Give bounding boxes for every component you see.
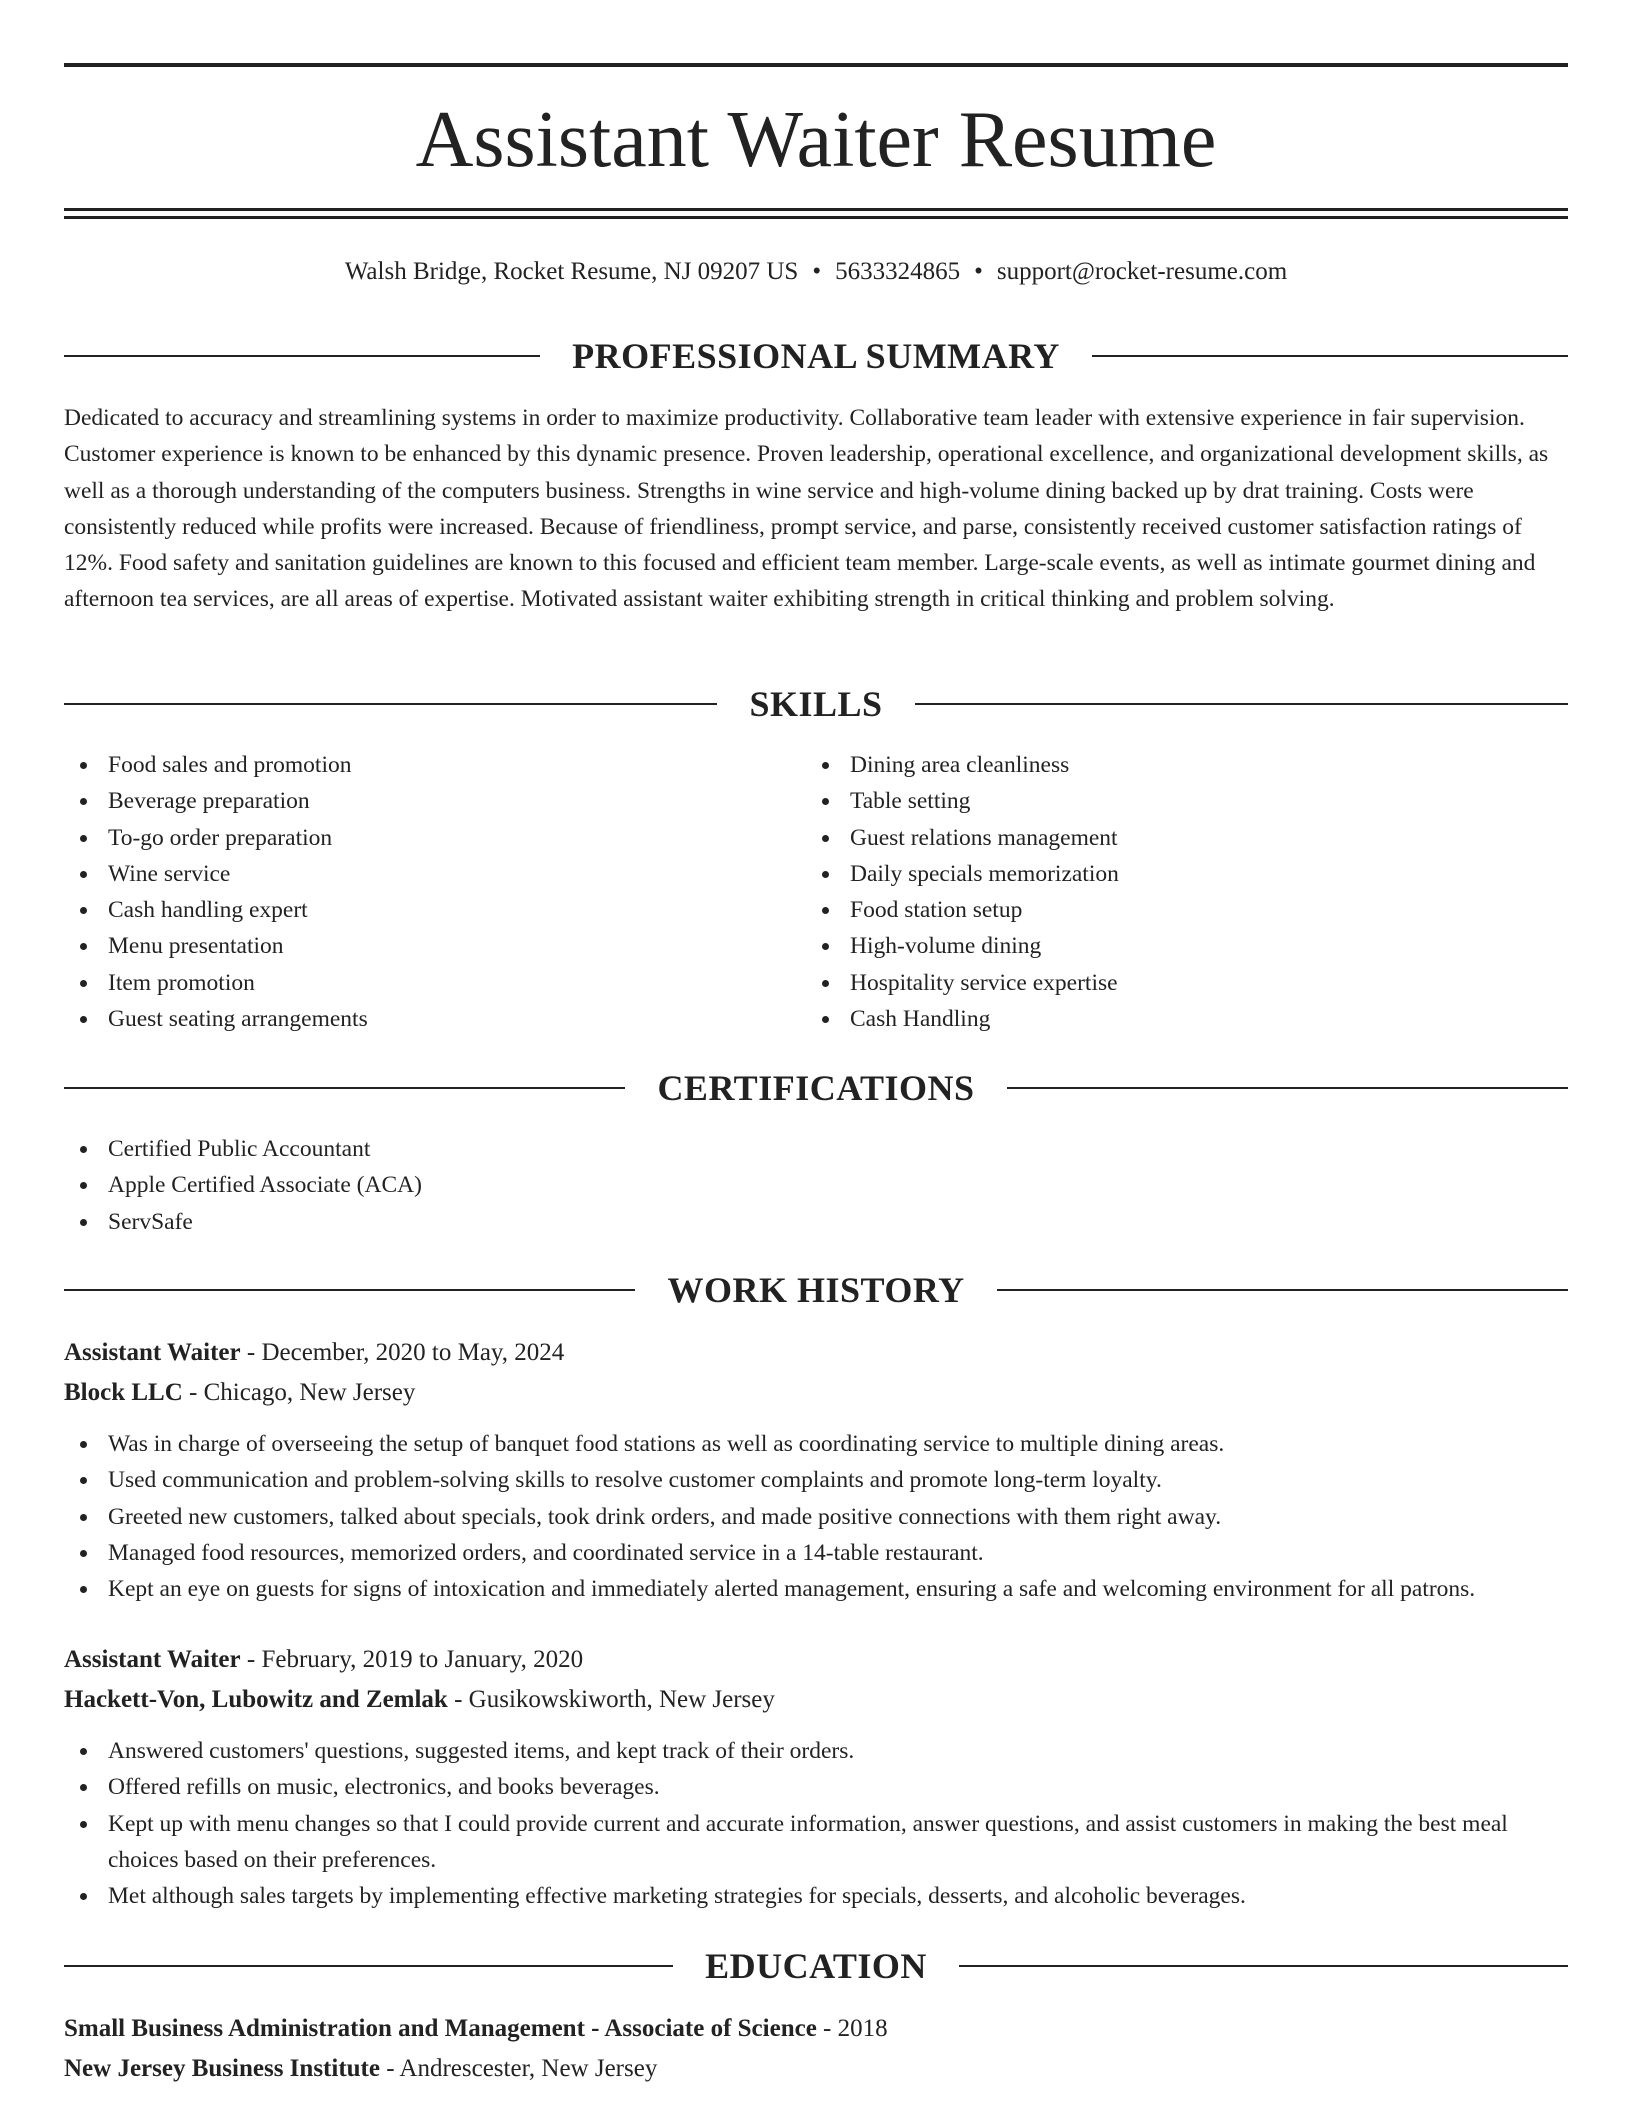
job-duties-list bbox=[64, 1426, 1568, 1607]
skill-item: Dining area cleanliness bbox=[806, 747, 1548, 783]
graduation-year: - 2018 bbox=[816, 2015, 888, 2042]
contact-line bbox=[64, 256, 1568, 288]
skill-item: Table setting bbox=[806, 783, 1548, 819]
section-heading-work-history bbox=[64, 1268, 1568, 1312]
job-location: - Gusikowskiworth, New Jersey bbox=[447, 1686, 775, 1713]
job-company: Block LLC bbox=[64, 1379, 183, 1406]
divider bbox=[959, 1965, 1568, 1967]
contact-address: Walsh Bridge, Rocket Resume, NJ 09207 US bbox=[344, 258, 799, 285]
divider bbox=[915, 703, 1568, 705]
skills-column-left bbox=[64, 747, 806, 1037]
degree-line bbox=[64, 2009, 1568, 2049]
contact-separator: • bbox=[812, 258, 822, 285]
section-title: CERTIFICATIONS bbox=[657, 1068, 975, 1108]
job-duty: Was in charge of overseeing the setup of banquet food stations as well as coordinating service to multiple dining areas. bbox=[64, 1426, 1568, 1462]
job-duty: Greeted new customers, talked about specials, took drink orders, and made positive connections with them right away. bbox=[64, 1499, 1568, 1535]
section-heading-summary bbox=[64, 334, 1568, 378]
job-company-line bbox=[64, 1680, 1568, 1720]
skills-column-right bbox=[806, 747, 1548, 1037]
school-name: New Jersey Business Institute bbox=[64, 2055, 380, 2082]
divider bbox=[1007, 1087, 1568, 1089]
education-entry bbox=[64, 2009, 1568, 2089]
section-title: PROFESSIONAL SUMMARY bbox=[572, 336, 1060, 376]
skill-item: Guest relations management bbox=[806, 820, 1548, 856]
skill-item: Wine service bbox=[64, 856, 806, 892]
title-rule-upper bbox=[64, 208, 1568, 211]
divider bbox=[997, 1289, 1568, 1291]
job-location: - Chicago, New Jersey bbox=[182, 1379, 416, 1406]
skill-item: Cash Handling bbox=[806, 1001, 1548, 1037]
job-company: Hackett-Von, Lubowitz and Zemlak bbox=[64, 1686, 448, 1713]
job-company-line bbox=[64, 1373, 1568, 1413]
job-duty: Kept up with menu changes so that I could provide current and accurate information, answer questions, and assist customers in making the best meal choices based on their preferences. bbox=[64, 1806, 1568, 1879]
skill-item: To-go order preparation bbox=[64, 820, 806, 856]
certification-item: Apple Certified Associate (ACA) bbox=[64, 1167, 1568, 1203]
section-title: WORK HISTORY bbox=[667, 1270, 965, 1310]
skills-list bbox=[64, 747, 1568, 1037]
skill-item: Menu presentation bbox=[64, 928, 806, 964]
job-duty: Used communication and problem-solving skills to resolve customer complaints and promote long-term loyalty. bbox=[64, 1462, 1568, 1498]
school-line bbox=[64, 2049, 1568, 2089]
section-heading-certifications bbox=[64, 1066, 1568, 1110]
divider bbox=[64, 703, 717, 705]
skill-item: Food station setup bbox=[806, 892, 1548, 928]
certifications-list bbox=[64, 1131, 1568, 1240]
job-duty: Kept an eye on guests for signs of intoxication and immediately alerted management, ensuring a safe and welcoming environment for all patrons. bbox=[64, 1571, 1568, 1607]
job-duty: Managed food resources, memorized orders, and coordinated service in a 14-table restaurant. bbox=[64, 1535, 1568, 1571]
job-duty: Offered refills on music, electronics, and books beverages. bbox=[64, 1769, 1568, 1805]
job-entry-header bbox=[64, 1333, 1568, 1413]
certification-item: Certified Public Accountant bbox=[64, 1131, 1568, 1167]
skill-item: Guest seating arrangements bbox=[64, 1001, 806, 1037]
divider bbox=[64, 1289, 635, 1291]
divider bbox=[1092, 355, 1568, 357]
job-title-line bbox=[64, 1640, 1568, 1680]
section-heading-skills bbox=[64, 682, 1568, 726]
section-title: SKILLS bbox=[749, 684, 883, 724]
certification-item: ServSafe bbox=[64, 1204, 1568, 1240]
contact-phone: 5633324865 bbox=[835, 258, 961, 285]
job-duty: Answered customers' questions, suggested items, and kept track of their orders. bbox=[64, 1733, 1568, 1769]
school-location: - Andrescester, New Jersey bbox=[379, 2055, 658, 2082]
job-dates: - December, 2020 to May, 2024 bbox=[240, 1339, 565, 1366]
job-title: Assistant Waiter bbox=[64, 1646, 241, 1673]
skill-item: Beverage preparation bbox=[64, 783, 806, 819]
skill-item: Item promotion bbox=[64, 965, 806, 1001]
top-rule bbox=[64, 63, 1568, 67]
resume-title: Assistant Waiter Resume bbox=[415, 96, 1217, 184]
section-heading-education bbox=[64, 1944, 1568, 1988]
job-duties-list bbox=[64, 1733, 1568, 1914]
skill-item: Food sales and promotion bbox=[64, 747, 806, 783]
job-dates: - February, 2019 to January, 2020 bbox=[240, 1646, 584, 1673]
divider bbox=[64, 355, 540, 357]
degree: Small Business Administration and Management - Associate of Science bbox=[64, 2015, 817, 2042]
summary-text: Dedicated to accuracy and streamlining systems in order to maximize productivity. Collaborative team leader with extensive experience in fair supervision. Customer experience is known to be enhanced by this dynamic presence. Proven leadership, operational excellence, and organizational development skills, as well as a thorough understanding of the computers business. Strengths in wine service and high-volume dining backed up by drat training. Costs were consistently reduced while profits were increased. Because of friendliness, prompt service, and parse, consistently received customer satisfaction ratings of 12%. Food safety and sanitation guidelines are known to this focused and efficient team member. Large-scale events, as well as intimate gourmet dining and afternoon tea services, are all areas of expertise. Motivated assistant waiter exhibiting strength in critical thinking and problem solving. bbox=[64, 405, 1549, 613]
skill-item: Daily specials memorization bbox=[806, 856, 1548, 892]
skill-item: High-volume dining bbox=[806, 928, 1548, 964]
divider bbox=[64, 1087, 625, 1089]
contact-email: support@rocket-resume.com bbox=[996, 258, 1288, 285]
title-rule-lower bbox=[64, 216, 1568, 219]
job-title-line bbox=[64, 1333, 1568, 1373]
job-entry-header bbox=[64, 1640, 1568, 1720]
job-title: Assistant Waiter bbox=[64, 1339, 241, 1366]
skill-item: Hospitality service expertise bbox=[806, 965, 1548, 1001]
contact-separator: • bbox=[974, 258, 983, 285]
section-title: EDUCATION bbox=[705, 1946, 927, 1986]
job-duty: Met although sales targets by implementing effective marketing strategies for specials, desserts, and alcoholic beverages. bbox=[64, 1878, 1568, 1914]
skill-item: Cash handling expert bbox=[64, 892, 806, 928]
divider bbox=[64, 1965, 673, 1967]
